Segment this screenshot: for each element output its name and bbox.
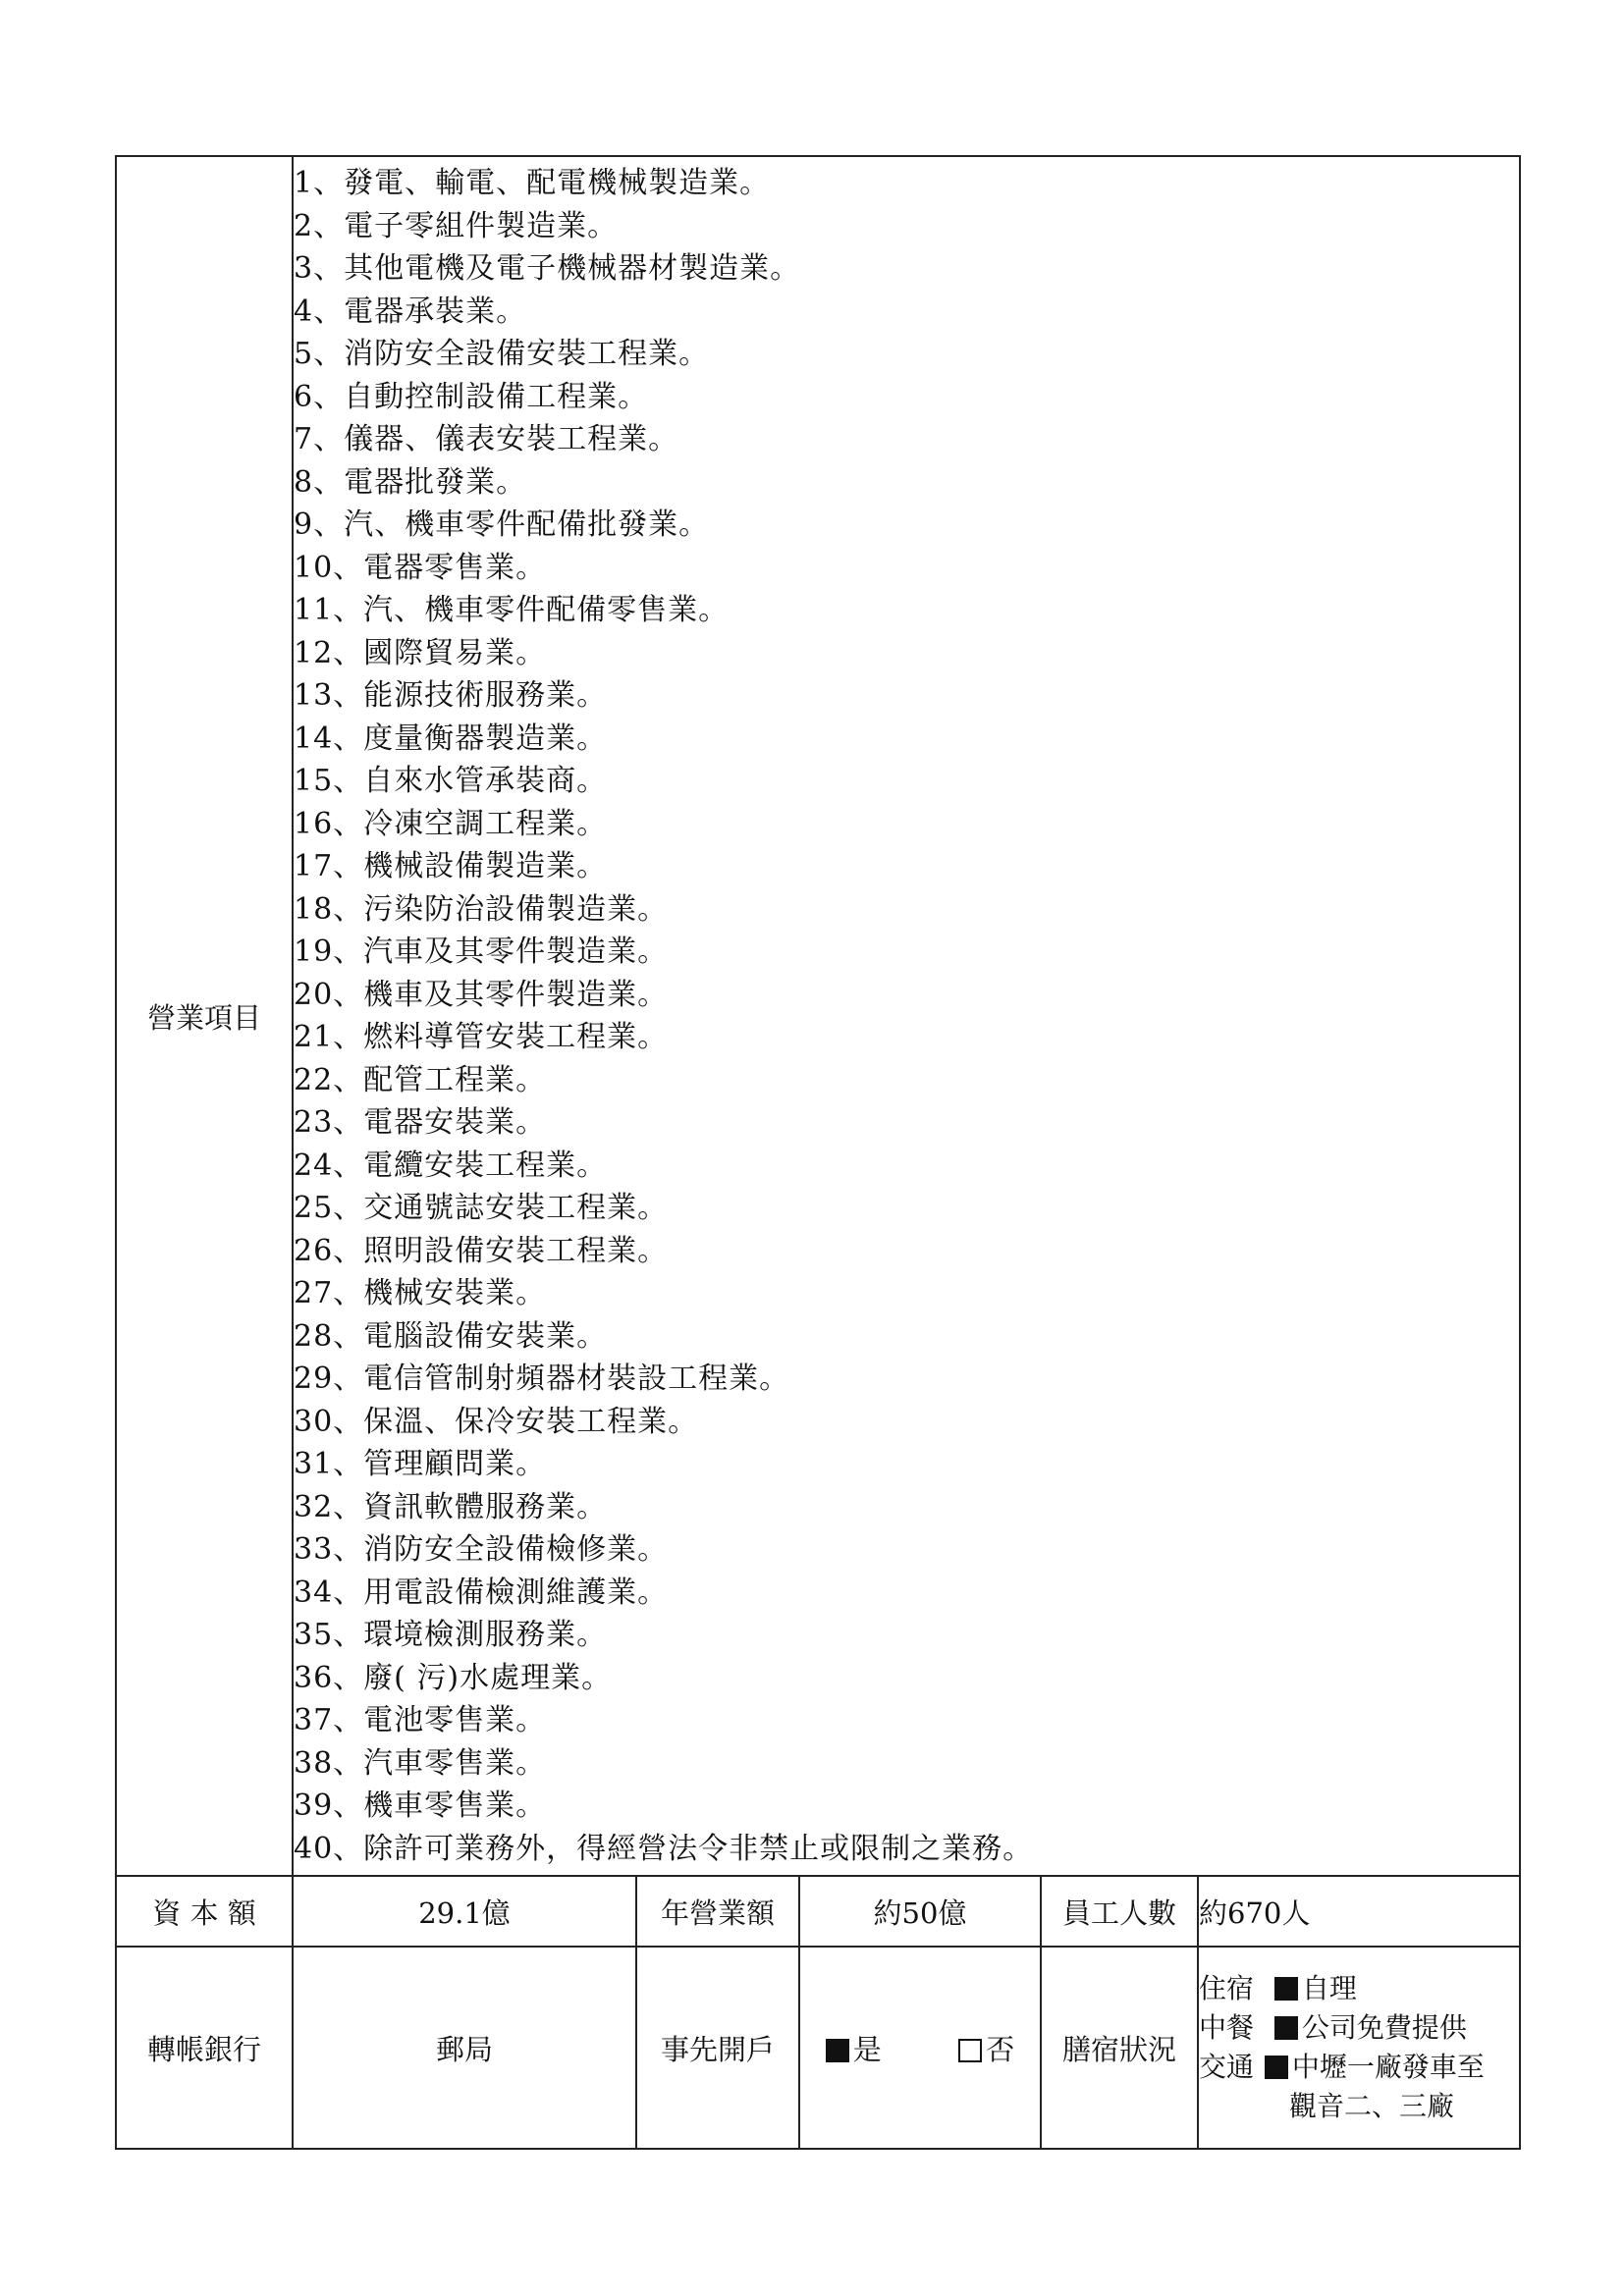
lunch-value: 公司免費提供: [1301, 2011, 1467, 2044]
business-item: 8、電器批發業。: [294, 464, 527, 500]
business-item: 9、汽、機車零件配備批發業。: [294, 507, 710, 542]
business-items-label: 營業項目: [116, 156, 293, 1876]
lodging-checkbox[interactable]: [1274, 1977, 1298, 2001]
transport-line-2: 觀音二、三廠: [1289, 2090, 1455, 2122]
business-item: 14、度量衡器製造業。: [294, 721, 608, 756]
business-item: 39、機車零售業。: [294, 1789, 547, 1823]
business-item: 2、電子零組件製造業。: [294, 208, 619, 243]
business-items-row: [116, 156, 1520, 1876]
employees-label: 員工人數: [1041, 1876, 1198, 1947]
lunch-line: [1199, 2008, 1519, 2048]
preopen-yes-checkbox[interactable]: [826, 2039, 849, 2062]
business-item: 36、廢( 污)水處理業。: [294, 1660, 613, 1695]
business-item: 6、自動控制設備工程業。: [294, 379, 649, 414]
business-item: 15、自來水管承裝商。: [294, 764, 608, 798]
business-item: 12、國際貿易業。: [294, 635, 547, 670]
business-item: 25、交通號誌安裝工程業。: [294, 1191, 669, 1225]
business-item: 29、電信管制射頻器材裝設工程業。: [294, 1362, 790, 1396]
business-item: 24、電纜安裝工程業。: [294, 1148, 608, 1183]
business-item: 18、污染防治設備製造業。: [294, 891, 669, 927]
revenue-value: 約50億: [799, 1876, 1041, 1947]
board-details: [1198, 1947, 1520, 2149]
preopen-yes-label: 是: [852, 2032, 882, 2066]
business-item: 13、能源技術服務業。: [294, 678, 608, 713]
business-item: 7、儀器、儀表安裝工程業。: [294, 422, 679, 456]
company-info-table: [115, 155, 1521, 2150]
preopen-options: [799, 1947, 1041, 2149]
finance-row: [116, 1876, 1520, 1947]
business-item: 32、資訊軟體服務業。: [294, 1489, 608, 1524]
transport-value: 中壢一廠發車至: [1291, 2051, 1485, 2083]
business-item: 1、發電、輸電、配電機械製造業。: [294, 166, 771, 200]
bank-row: [116, 1947, 1520, 2149]
preopen-label: 事先開戶: [636, 1947, 799, 2149]
business-items-container: [294, 162, 1519, 1870]
lodging-label: 住宿: [1199, 1972, 1255, 2004]
business-item: 22、配管工程業。: [294, 1062, 547, 1097]
business-items-list: [293, 156, 1520, 1876]
employees-value: 約670人: [1198, 1876, 1520, 1947]
business-item: 28、電腦設備安裝業。: [294, 1318, 608, 1354]
business-item: 38、汽車零售業。: [294, 1745, 547, 1781]
business-item: 33、消防安全設備檢修業。: [294, 1532, 669, 1567]
business-item: 21、燃料導管安裝工程業。: [294, 1020, 669, 1054]
business-item: 5、消防安全設備安裝工程業。: [294, 337, 710, 371]
lodging-line: [1199, 1969, 1519, 2008]
board-label: 膳宿狀況: [1041, 1947, 1198, 2149]
business-item: 27、機械安裝業。: [294, 1276, 547, 1310]
business-item: 4、電器承裝業。: [294, 294, 527, 329]
business-item: 17、機械設備製造業。: [294, 849, 608, 883]
business-item: 40、除許可業務外，得經營法令非禁止或限制之業務。: [294, 1831, 1034, 1866]
revenue-label: 年營業額: [636, 1876, 799, 1947]
business-item: 37、電池零售業。: [294, 1703, 547, 1737]
business-item: 30、保溫、保冷安裝工程業。: [294, 1404, 699, 1439]
business-item: 31、管理顧問業。: [294, 1447, 547, 1481]
business-item: 26、照明設備安裝工程業。: [294, 1233, 669, 1268]
lunch-checkbox[interactable]: [1274, 2016, 1298, 2040]
business-item: 34、用電設備檢測維護業。: [294, 1575, 669, 1610]
business-item: 16、冷凍空調工程業。: [294, 806, 608, 841]
business-item: 3、其他電機及電子機械器材製造業。: [294, 251, 801, 286]
business-item: 20、機車及其零件製造業。: [294, 977, 669, 1012]
transport-checkbox[interactable]: [1265, 2056, 1288, 2079]
bank-label: 轉帳銀行: [116, 1947, 293, 2149]
business-item: 23、電器安裝業。: [294, 1105, 547, 1140]
capital-value: 29.1億: [293, 1876, 636, 1947]
preopen-no-label: 否: [986, 2032, 1015, 2066]
business-item: 19、汽車及其零件製造業。: [294, 934, 669, 969]
business-item: 11、汽、機車零件配備零售業。: [294, 593, 730, 627]
transport-line: [1199, 2048, 1519, 2087]
transport-label: 交通: [1199, 2051, 1255, 2083]
bank-value: 郵局: [293, 1947, 636, 2149]
business-item: 35、環境檢測服務業。: [294, 1618, 608, 1652]
lunch-label: 中餐: [1199, 2011, 1255, 2044]
capital-label: 資 本 額: [116, 1876, 293, 1947]
lodging-value: 自理: [1301, 1972, 1357, 2004]
preopen-no-checkbox[interactable]: [958, 2039, 982, 2062]
business-item: 10、電器零售業。: [294, 550, 547, 585]
